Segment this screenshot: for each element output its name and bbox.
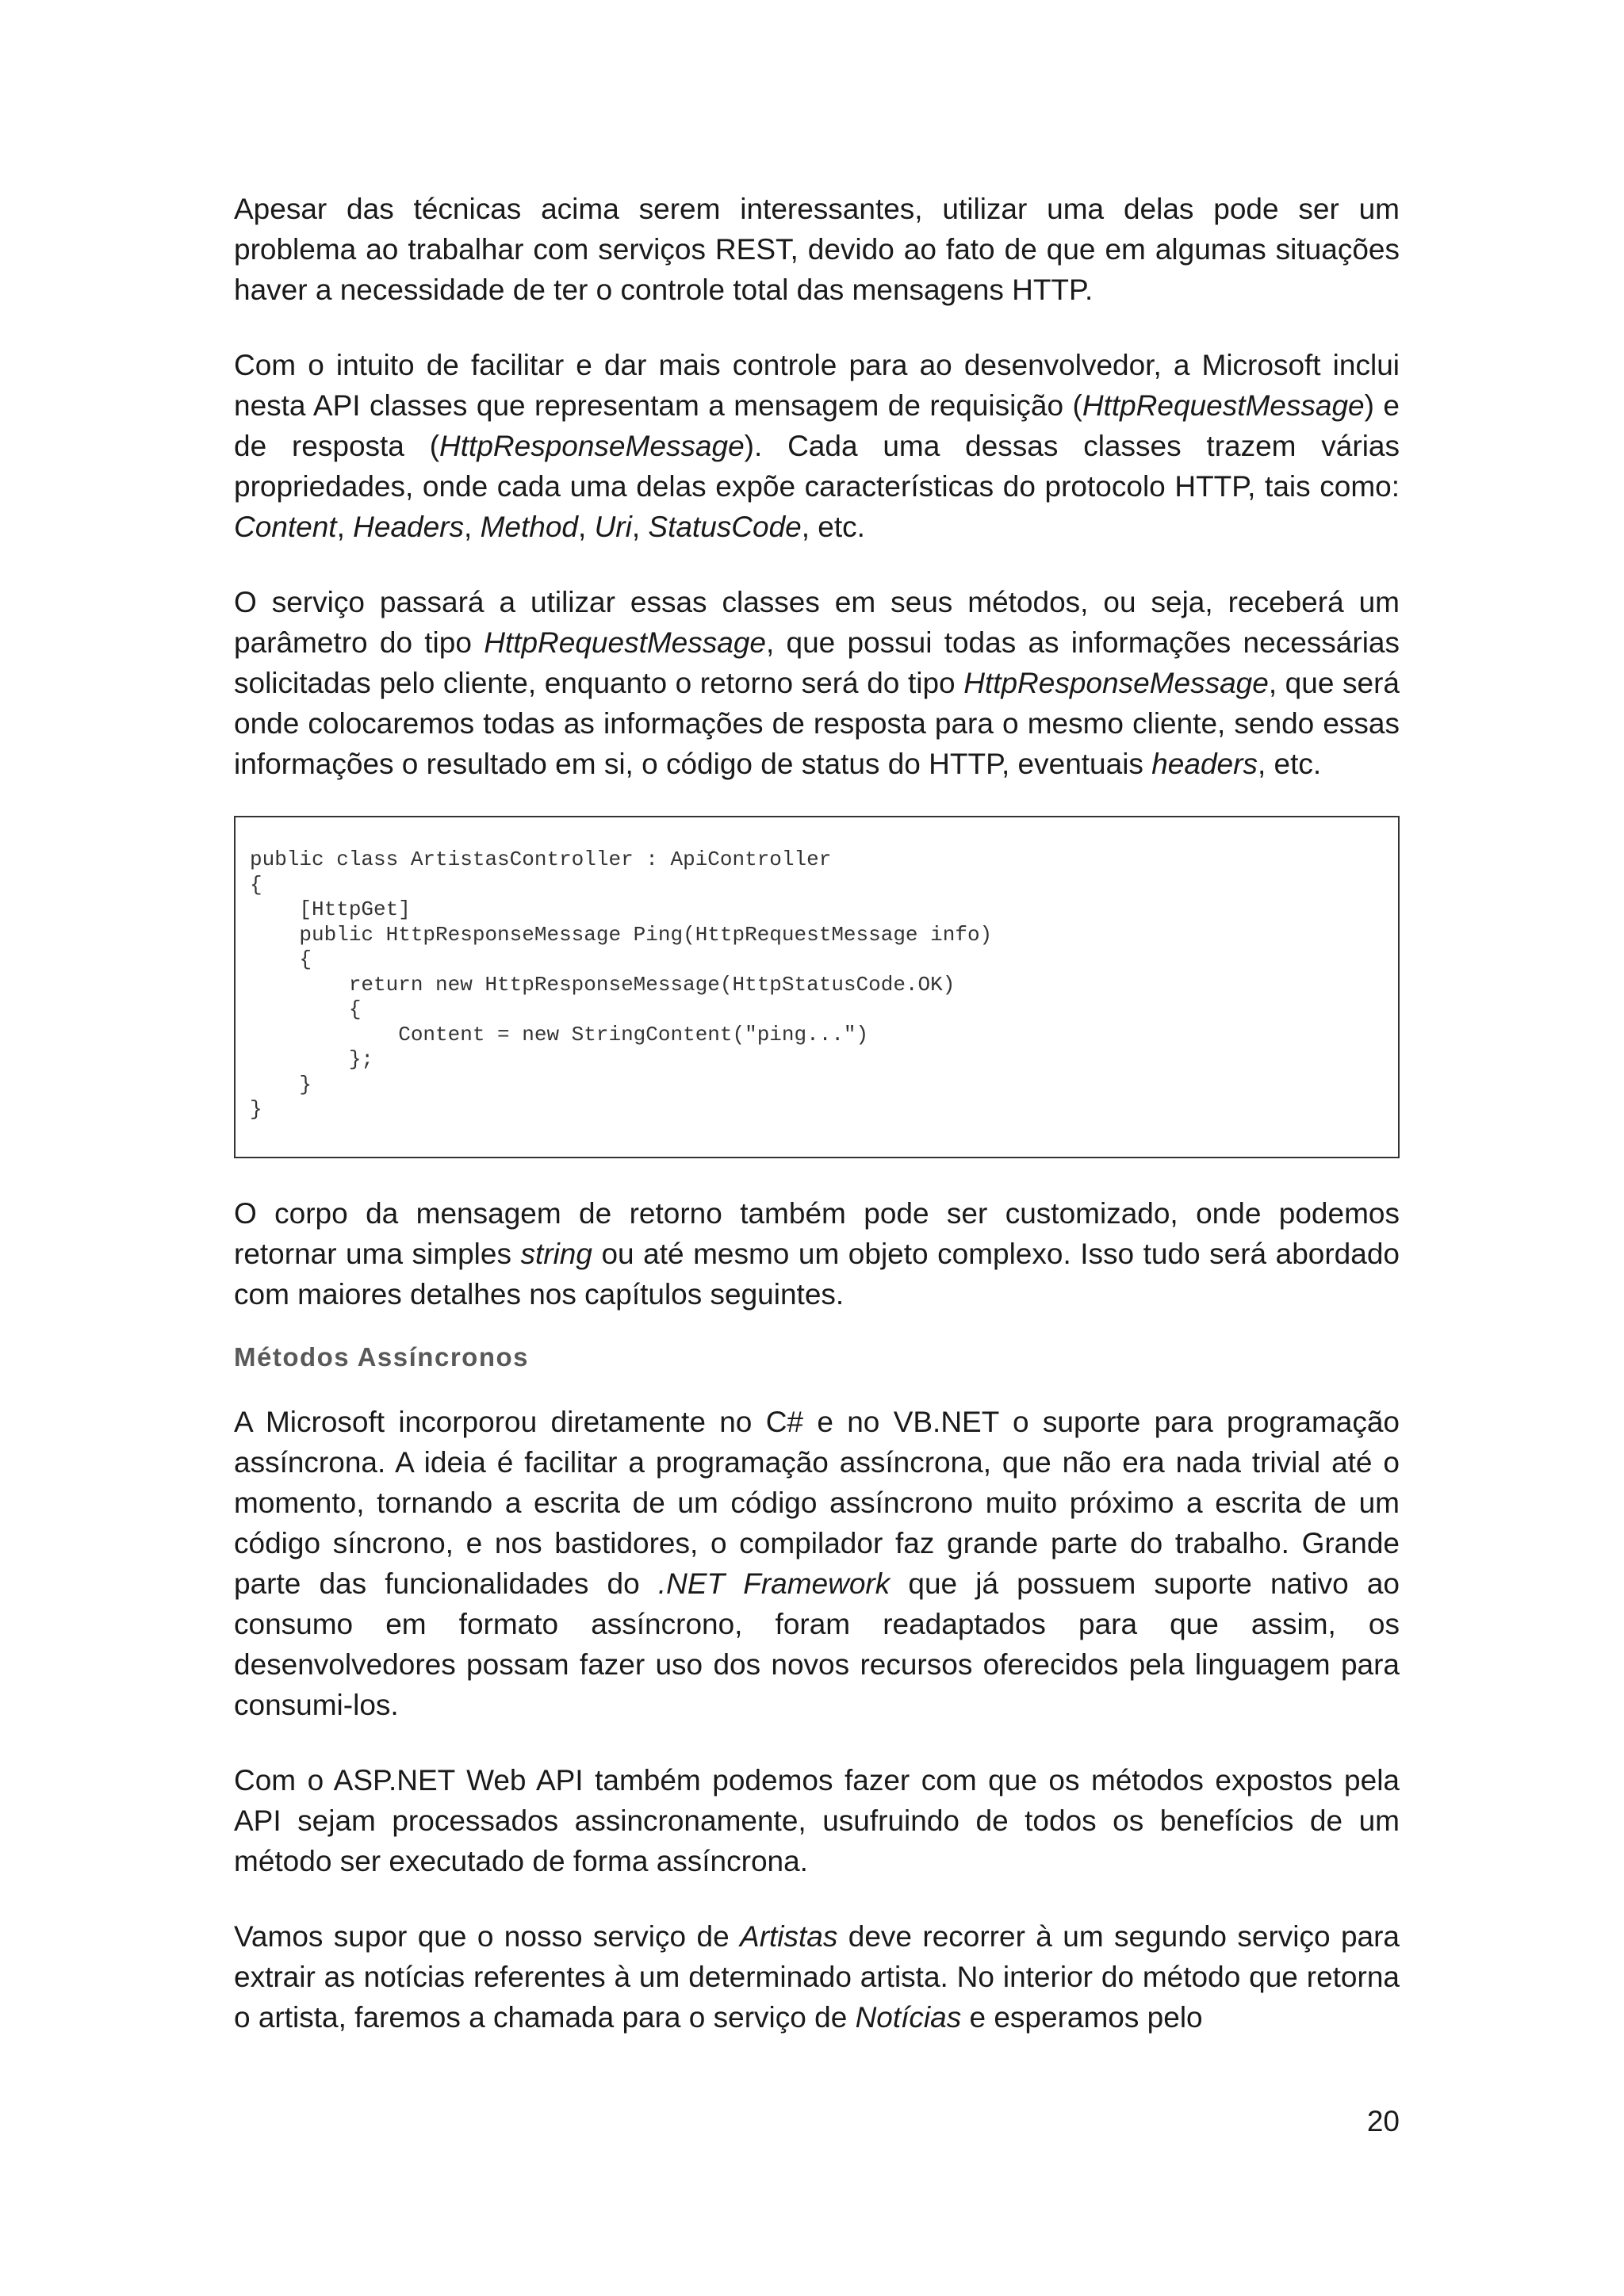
text-run: , que possui todas as informações necessárias solicitadas pelo cliente, enquanto o retorno será do tipo — [234, 626, 1400, 699]
text-run: ou até mesmo um objeto complexo. Isso tudo será abordado com maiores detalhes nos capítulos seguintes. — [234, 1238, 1400, 1311]
text-run: Com o ASP.NET Web API também podemos fazer com que os métodos expostos pela API sejam processados assincronamente, usufruindo de todos os benefícios de um método ser executado de forma assíncrona. — [234, 1764, 1400, 1877]
paragraph-web-api-async — [234, 1760, 1400, 1881]
document-page — [234, 189, 1400, 2038]
text-run: , — [578, 511, 595, 543]
italic-term: .NET Framework — [657, 1567, 891, 1600]
paragraph-service-methods — [234, 582, 1400, 784]
italic-term: Content — [234, 511, 337, 543]
italic-term: HttpResponseMessage — [439, 430, 745, 462]
paragraph-request-response-classes — [234, 345, 1400, 547]
italic-term: HttpRequestMessage — [1082, 389, 1365, 422]
paragraph-artistas-example — [234, 1916, 1400, 2038]
text-run: Apesar das técnicas acima serem interessantes, utilizar uma delas pode ser um problema ao trabalhar com serviços REST, devido ao fato de que em algumas situações haver a necessidade de ter o controle total das mensagens HTTP. — [234, 193, 1400, 306]
italic-term: Method — [480, 511, 578, 543]
text-run: A Microsoft incorporou diretamente no C# e no VB.NET o suporte para programação assíncrona. A ideia é facilitar a programação assíncrona, que não era nada trivial até o momento, tornando a escrita de um código assíncrono muito próximo a escrita de um código síncrono, e nos bastidores, o compilador faz grande parte do trabalho. Grande parte das funcionalidades do — [234, 1406, 1400, 1600]
italic-term: Artistas — [740, 1920, 838, 1953]
text-run: que já possuem suporte nativo ao consumo em formato assíncrono, foram readaptados para que assim, os desenvolvedores possam fazer uso dos novos recursos oferecidos pela linguagem para consumi-los. — [234, 1567, 1400, 1721]
text-run: , — [336, 511, 354, 543]
italic-term: Uri — [594, 511, 632, 543]
text-run: e esperamos pelo — [961, 2001, 1203, 2034]
text-run: , — [631, 511, 649, 543]
page-number: 20 — [1366, 2105, 1400, 2137]
text-run: Com o intuito de facilitar e dar mais controle para ao desenvolvedor, a Microsoft inclui nesta API classes que representam a mensagem de requisição ( — [234, 349, 1400, 422]
text-run: , etc. — [801, 511, 865, 543]
paragraph-response-body — [234, 1193, 1400, 1314]
text-run: O corpo da mensagem de retorno também pode ser customizado, onde podemos retornar uma simples — [234, 1197, 1400, 1270]
text-run: deve recorrer à um segundo serviço para extrair as notícias referentes à um determinado artista. No interior do método que retorna o artista, faremos a chamada para o serviço de — [234, 1920, 1400, 2034]
code-block — [234, 816, 1400, 1158]
italic-term: Headers — [353, 511, 465, 543]
italic-term: string — [520, 1238, 592, 1270]
italic-term: StatusCode — [648, 511, 802, 543]
section-heading: Métodos Assíncronos — [234, 1342, 529, 1372]
text-run: , etc. — [1257, 748, 1322, 780]
code-listing: public class ArtistasController : ApiController { [HttpGet] public HttpResponseMessage Ping(HttpRequestMessage info) { return new HttpResponseMessage(HttpStatusCode.OK) { Content = new StringContent("ping...") }; } } — [250, 848, 993, 1121]
italic-term: HttpResponseMessage — [963, 667, 1269, 699]
paragraph-async-intro — [234, 1402, 1400, 1725]
text-run: O serviço passará a utilizar essas classes em seus métodos, ou seja, receberá um parâmetro do tipo — [234, 586, 1400, 659]
paragraph-rest-control — [234, 189, 1400, 310]
text-run: , que será onde colocaremos todas as informações de resposta para o mesmo cliente, sendo essas informações o resultado em si, o código de status do HTTP, eventuais — [234, 667, 1400, 780]
text-run: ). Cada uma dessas classes trazem várias propriedades, onde cada uma delas expõe características do protocolo HTTP, tais como: — [234, 430, 1400, 503]
text-run: Vamos supor que o nosso serviço de — [234, 1920, 741, 1953]
italic-term: headers — [1151, 748, 1258, 780]
italic-term: Notícias — [855, 2001, 962, 2034]
text-run: ) e de resposta ( — [234, 389, 1400, 462]
italic-term: HttpRequestMessage — [484, 626, 766, 659]
text-run: , — [464, 511, 481, 543]
